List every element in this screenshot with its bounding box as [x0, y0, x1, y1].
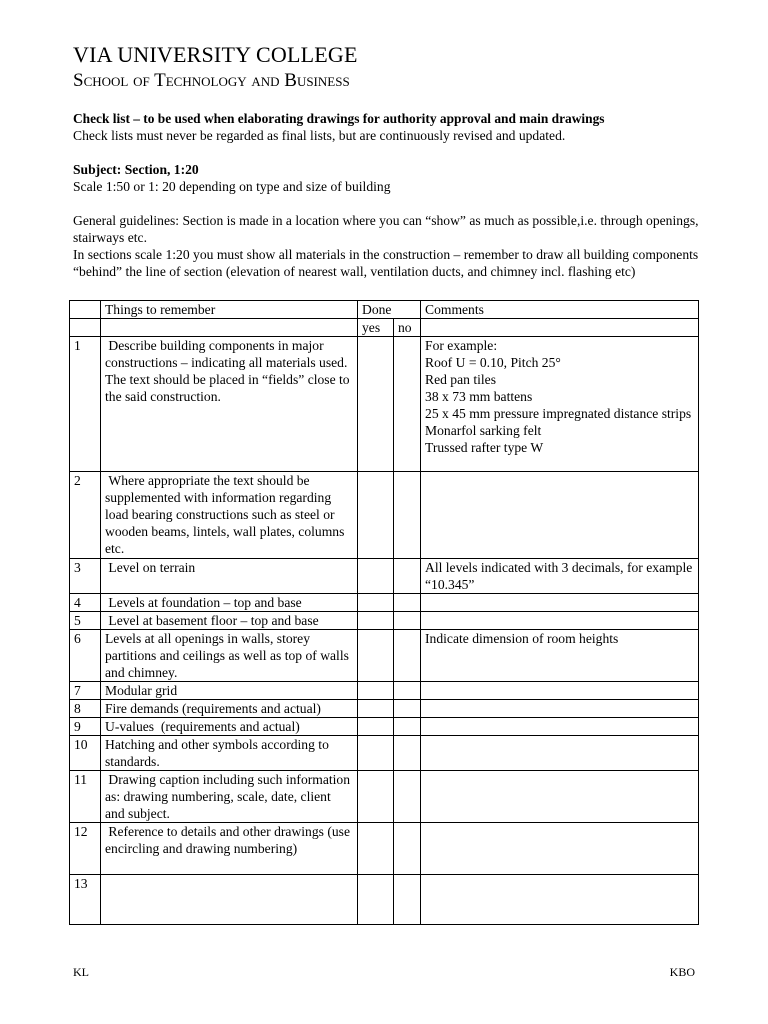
- checklist-note: Check lists must never be regarded as final lists, but are continuously revised and updated.: [73, 128, 566, 143]
- guidelines-paragraph-1: General guidelines: Section is made in a location where you can “show” as much as possible,i.e. through openings, stairways etc.: [73, 213, 699, 245]
- table-row: [70, 875, 699, 925]
- table-row: [70, 612, 699, 630]
- comment-line: All levels indicated with 3 decimals, for example “10.345”: [425, 560, 693, 592]
- row-done-yes-cell[interactable]: [358, 630, 394, 682]
- row-done-no-cell[interactable]: [394, 337, 421, 472]
- guidelines-paragraph-2: In sections scale 1:20 you must show all materials in the construction – remember to draw all building components “behind” the line of section (elevation of nearest wall, ventilation ducts, and chimney incl. flashing etc): [73, 247, 699, 279]
- row-done-no-cell[interactable]: [394, 612, 421, 630]
- row-done-no-cell[interactable]: [394, 630, 421, 682]
- row-done-yes-cell[interactable]: [358, 771, 394, 823]
- row-number: 6: [70, 630, 101, 682]
- footer-left: KL: [73, 965, 89, 979]
- row-item-text: Level at basement floor – top and base: [101, 612, 358, 630]
- row-item-text: Drawing caption including such information as: drawing numbering, scale, date, client and subject.: [101, 771, 358, 823]
- subheader-empty-1: [70, 319, 101, 337]
- subject-heading: Subject: Section, 1:20: [73, 162, 199, 177]
- row-item-text: U-values (requirements and actual): [101, 718, 358, 736]
- table-row: [70, 630, 699, 682]
- row-comments: [421, 771, 699, 823]
- row-done-no-cell[interactable]: [394, 875, 421, 925]
- header-things: Things to remember: [101, 301, 358, 319]
- row-comments: [421, 682, 699, 700]
- row-done-no-cell[interactable]: [394, 771, 421, 823]
- row-done-no-cell[interactable]: [394, 718, 421, 736]
- row-comments: [421, 823, 699, 875]
- checklist-table: [69, 300, 699, 925]
- comment-line: Monarfol sarking felt: [425, 423, 542, 438]
- header-done: Done: [358, 301, 421, 319]
- row-item-text: Levels at foundation – top and base: [101, 594, 358, 612]
- comment-line: For example:: [425, 338, 498, 353]
- row-done-no-cell[interactable]: [394, 559, 421, 594]
- row-item-text: Levels at all openings in walls, storey partitions and ceilings as well as top of walls and chimney.: [101, 630, 358, 682]
- row-done-yes-cell[interactable]: [358, 337, 394, 472]
- comment-line: Indicate dimension of room heights: [425, 631, 619, 646]
- row-number: 9: [70, 718, 101, 736]
- row-done-yes-cell[interactable]: [358, 559, 394, 594]
- subheader-empty-3: [421, 319, 699, 337]
- row-item-text: Where appropriate the text should be supplemented with information regarding load bearing constructions such as steel or wooden beams, lintels, wall plates, columns etc.: [101, 472, 358, 559]
- row-done-yes-cell[interactable]: [358, 612, 394, 630]
- row-number: 5: [70, 612, 101, 630]
- table-row: [70, 736, 699, 771]
- comment-line: 25 x 45 mm pressure impregnated distance strips: [425, 406, 692, 421]
- checklist-heading: Check list – to be used when elaborating drawings for authority approval and main drawings: [73, 111, 605, 126]
- row-comments: [421, 612, 699, 630]
- header-comments: Comments: [421, 301, 699, 319]
- row-done-no-cell[interactable]: [394, 736, 421, 771]
- row-done-yes-cell[interactable]: [358, 823, 394, 875]
- row-item-text: [101, 875, 358, 925]
- comment-line: Trussed rafter type W: [425, 440, 544, 455]
- row-comments: [421, 736, 699, 771]
- table-row: [70, 594, 699, 612]
- row-done-no-cell[interactable]: [394, 700, 421, 718]
- row-done-no-cell[interactable]: [394, 594, 421, 612]
- row-number: 4: [70, 594, 101, 612]
- row-number: 11: [70, 771, 101, 823]
- row-done-no-cell[interactable]: [394, 823, 421, 875]
- row-number: 8: [70, 700, 101, 718]
- row-number: 10: [70, 736, 101, 771]
- document-page: [73, 42, 703, 280]
- row-comments: [421, 700, 699, 718]
- school-title: School of Technology and Business: [73, 70, 350, 91]
- row-done-yes-cell[interactable]: [358, 736, 394, 771]
- row-done-yes-cell[interactable]: [358, 700, 394, 718]
- table-row: [70, 337, 699, 472]
- table-row: [70, 472, 699, 559]
- table-row: [70, 700, 699, 718]
- row-item-text: Hatching and other symbols according to standards.: [101, 736, 358, 771]
- table-row: [70, 559, 699, 594]
- row-item-text: Level on terrain: [101, 559, 358, 594]
- institution-title: VIA UNIVERSITY COLLEGE: [73, 42, 358, 67]
- row-comments: [421, 594, 699, 612]
- header-number-cell: [70, 301, 101, 319]
- row-number: 7: [70, 682, 101, 700]
- subject-scale: Scale 1:50 or 1: 20 depending on type and size of building: [73, 179, 391, 194]
- comment-line: Red pan tiles: [425, 372, 496, 387]
- row-item-text: Modular grid: [101, 682, 358, 700]
- comment-line: 38 x 73 mm battens: [425, 389, 533, 404]
- row-item-text: Fire demands (requirements and actual): [101, 700, 358, 718]
- table-row: [70, 823, 699, 875]
- row-comments: [421, 718, 699, 736]
- comment-line: Roof U = 0.10, Pitch 25°: [425, 355, 561, 370]
- row-done-yes-cell[interactable]: [358, 682, 394, 700]
- table-row: [70, 682, 699, 700]
- table-row: [70, 771, 699, 823]
- row-item-text: Reference to details and other drawings (use encircling and drawing numbering): [101, 823, 358, 875]
- row-done-yes-cell[interactable]: [358, 875, 394, 925]
- table-row: [70, 718, 699, 736]
- footer-right: KBO: [669, 965, 695, 979]
- row-done-no-cell[interactable]: [394, 682, 421, 700]
- row-number: 2: [70, 472, 101, 559]
- row-item-text: Describe building components in major constructions – indicating all materials used. The text should be placed in “fields” close to the said construction.: [101, 337, 358, 472]
- row-comments: [421, 337, 699, 472]
- row-done-yes-cell[interactable]: [358, 718, 394, 736]
- row-comments: [421, 472, 699, 559]
- row-done-yes-cell[interactable]: [358, 472, 394, 559]
- row-done-yes-cell[interactable]: [358, 594, 394, 612]
- row-done-no-cell[interactable]: [394, 472, 421, 559]
- row-comments: [421, 559, 699, 594]
- row-number: 12: [70, 823, 101, 875]
- subheader-empty-2: [101, 319, 358, 337]
- row-number: 1: [70, 337, 101, 472]
- row-number: 3: [70, 559, 101, 594]
- row-comments: [421, 630, 699, 682]
- table-subheader-row: [70, 319, 699, 337]
- header-yes: yes: [358, 319, 394, 337]
- table-header-row: [70, 301, 699, 319]
- row-number: 13: [70, 875, 101, 925]
- header-no: no: [394, 319, 421, 337]
- row-comments: [421, 875, 699, 925]
